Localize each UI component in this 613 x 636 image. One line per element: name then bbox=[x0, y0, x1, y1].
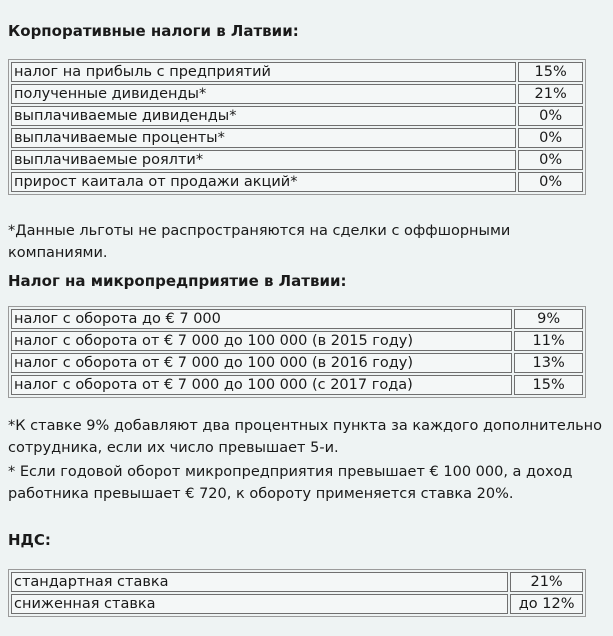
tax-rate: до 12% bbox=[510, 594, 583, 614]
tax-label: налог с оборота от € 7 000 до 100 000 (с 2017 года) bbox=[11, 375, 512, 395]
table-row bbox=[11, 353, 583, 373]
corporate-taxes-table bbox=[8, 59, 586, 195]
tax-label: налог на прибыль с предприятий bbox=[11, 62, 516, 82]
tax-label: выплачиваемые дивиденды* bbox=[11, 106, 516, 126]
tax-label: налог с оборота от € 7 000 до 100 000 (в 2016 году) bbox=[11, 353, 512, 373]
vat-title: НДС: bbox=[8, 531, 51, 549]
table-row bbox=[11, 150, 583, 170]
offshore-note: *Данные льготы не распространяются на сделки с оффшорными компаниями. bbox=[8, 223, 511, 261]
micro-note-1 bbox=[8, 415, 602, 459]
tax-rate: 0% bbox=[518, 128, 583, 148]
tax-rate: 21% bbox=[518, 84, 583, 104]
tax-label: сниженная ставка bbox=[11, 594, 508, 614]
table-row bbox=[11, 106, 583, 126]
tax-label: полученные дивиденды* bbox=[11, 84, 516, 104]
tax-label: налог с оборота от € 7 000 до 100 000 (в 2015 году) bbox=[11, 331, 512, 351]
tax-label: прирост каитала от продажи акций* bbox=[11, 172, 516, 192]
table-row bbox=[11, 62, 583, 82]
table-row bbox=[11, 594, 583, 614]
micro-note-2 bbox=[8, 461, 572, 505]
corporate-taxes-title: Корпоративные налоги в Латвии: bbox=[8, 22, 299, 40]
table-row bbox=[11, 84, 583, 104]
table-row bbox=[11, 331, 583, 351]
tax-label: стандартная ставка bbox=[11, 572, 508, 592]
tax-label: выплачиваемые проценты* bbox=[11, 128, 516, 148]
micro-note-2-line-1: * Если годовой оборот микропредприятия превышает € 100 000, а доход bbox=[8, 464, 573, 480]
tax-rate: 15% bbox=[514, 375, 583, 395]
vat-table bbox=[8, 569, 586, 617]
micro-tax-title: Налог на микропредприятие в Латвии: bbox=[8, 272, 347, 290]
tax-rate: 0% bbox=[518, 106, 583, 126]
micro-note-1-line-2: сотрудника, если их число превышает 5-и. bbox=[8, 440, 339, 456]
tax-label: налог с оборота до € 7 000 bbox=[11, 309, 512, 329]
tax-rate: 9% bbox=[514, 309, 583, 329]
micro-note-1-line-1: *К ставке 9% добавляют два процентных пункта за каждого дополнительно bbox=[8, 418, 602, 434]
tax-rate: 21% bbox=[510, 572, 583, 592]
tax-rate: 0% bbox=[518, 150, 583, 170]
tax-label: выплачиваемые роялти* bbox=[11, 150, 516, 170]
table-row bbox=[11, 309, 583, 329]
table-row bbox=[11, 128, 583, 148]
micro-tax-table bbox=[8, 306, 586, 398]
table-row bbox=[11, 572, 583, 592]
table-row bbox=[11, 172, 583, 192]
table-row bbox=[11, 375, 583, 395]
tax-rate: 13% bbox=[514, 353, 583, 373]
tax-rate: 11% bbox=[514, 331, 583, 351]
micro-note-2-line-2: работника превышает € 720, к обороту применяется ставка 20%. bbox=[8, 486, 514, 502]
tax-rate: 0% bbox=[518, 172, 583, 192]
tax-rate: 15% bbox=[518, 62, 583, 82]
